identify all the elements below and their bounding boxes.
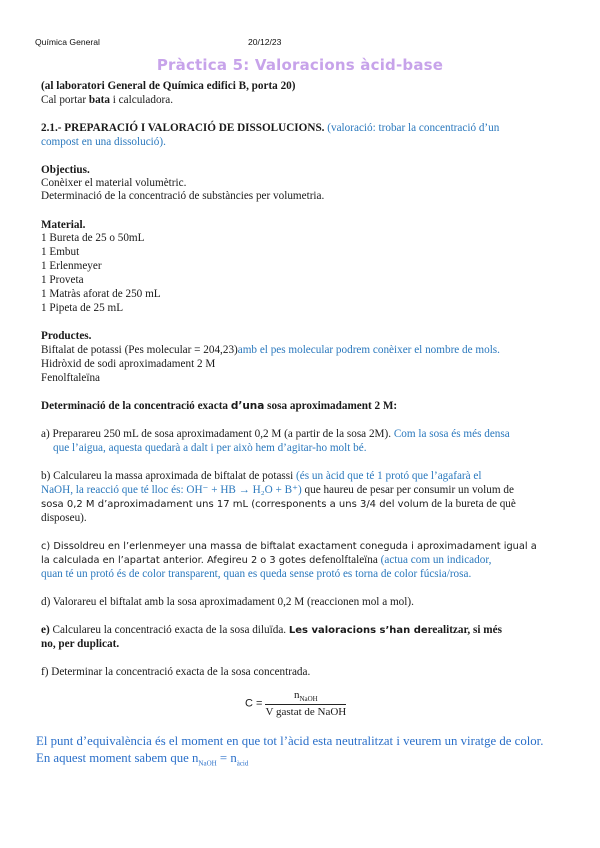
step-e-bold-1: Les valoracions s’han de [288,625,428,636]
conclusion-line-2 [36,750,248,772]
determination-heading-b: d’una [230,400,265,412]
objectives-heading: Objectius. [41,164,90,176]
step-b-reaction: NaOH, la reacció que té lloc és: OH⁻ + HB → H₂O + B⁺) [41,484,302,496]
step-e-letter: e) [41,624,50,636]
header-course: Química General [35,37,100,47]
intro-bring-bold: bata [88,94,110,106]
conclusion-text-2b: = n [216,751,237,765]
determination-heading [41,400,397,413]
step-b-text-2: que haureu de pesar per consumir un volum de [301,484,514,496]
formula-num-sub: NaOH [299,695,318,704]
step-b-note-3: (corresponents a uns 3/4 del volum [248,499,429,510]
step-b-note: (és un àcid que té 1 protó que l’agafarà el [293,470,482,482]
step-e-bold-2: realitzar, si més [427,624,502,636]
material-item: 1 Embut [41,246,80,258]
conclusion-text-1b: esta neutralitzat i veurem un viratge de color. [309,734,544,748]
formula-lhs: C = [245,697,266,710]
formula-num-n: n [293,689,300,701]
intro-bring [41,94,173,107]
product-item-text: Biftalat de potassi (Pes molecular = 204,23) [41,344,238,356]
product-item [41,344,500,357]
intro-location: (al laboratori General de Química edifici B, porta 20) [41,80,296,92]
step-b-text-3: sosa 0,2 M d’aproximadament uns 17 mL [41,499,249,510]
objective-item: Determinació de la concentració de substàncies per volumetria. [41,190,325,202]
intro-bring-pre: Cal portar [41,94,89,106]
step-c-line-3: quan té un protó és de color transparent, quan es queda sense protó es torna de color fúcsia/rosa. [41,568,472,580]
step-e-text: Calculareu la concentració exacta de la sosa diluïda. [49,624,289,636]
step-c-note-2: (actua com un indicador, [377,554,492,566]
conclusion-sub-naoh: NaOH [198,759,217,768]
step-b-line-4: disposeu). [41,512,87,524]
step-b-text: b) Calculareu la massa aproximada de biftalat de potassi [41,470,294,482]
formula-denominator: V gastat de NaOH [265,706,347,719]
product-item: Hidròxid de sodi aproximadament 2 M [41,358,216,370]
step-c-text-2b: fenolftaleïna [321,554,378,566]
section-title: 2.1.- PREPARACIÓ I VALORACIÓ DE DISSOLUCIONS. [41,122,325,134]
step-e-line-1 [41,624,502,637]
page-title: Pràctica 5: Valoracions àcid-base [156,56,444,74]
step-a-line-1 [41,428,510,441]
material-heading: Material. [41,219,86,231]
step-e-line-2: no, per duplicat. [41,638,120,650]
header-date: 20/12/23 [248,37,282,47]
step-a-text: a) Preparareu 250 mL de sosa aproximadament 0,2 M (a partir de la sosa 2M). [41,428,392,440]
step-b-text-3-end: de la bureta de què [428,498,516,510]
step-a-line-2: que l’aigua, aquesta quedarà a dalt i per això hem d’agitar-ho molt bé. [53,442,367,454]
section-heading [41,122,499,135]
concentration-formula [245,689,346,718]
formula-fraction [265,689,346,718]
material-item: 1 Erlenmeyer [41,260,102,272]
step-f: f) Determinar la concentració exacta de la sosa concentrada. [41,666,311,678]
objective-item: Conèixer el material volumètric. [41,177,187,189]
material-item: 1 Proveta [41,274,84,286]
product-item-note: amb el pes molecular podrem conèixer el nombre de mols. [237,344,500,356]
conclusion-text-1a: El punt d’equivalència és el moment en que tot l’àcid [36,734,310,748]
intro-bring-post: i calculadora. [109,94,174,106]
determination-heading-c: sosa aproximadament 2 M: [264,400,398,412]
conclusion-line-1 [36,733,543,749]
step-b-line-1 [41,470,482,483]
material-item: 1 Pipeta de 25 mL [41,302,124,314]
conclusion-sub-acid: àcid [236,759,249,768]
product-item: Fenolftaleïna [41,372,101,384]
step-c-line-2 [41,554,491,567]
material-item: 1 Matràs aforat de 250 mL [41,288,161,300]
material-item: 1 Bureta de 25 o 50mL [41,232,145,244]
step-c-text-2: la calculada en l’apartat anterior. Afegireu 2 o 3 gotes de [41,555,322,566]
determination-heading-a: Determinació de la concentració exacta [41,400,231,412]
step-c-line-1: c) Dissoldreu en l’erlenmeyer una massa de biftalat exactament coneguda i aproximadament igual a [41,541,537,552]
step-b-line-2 [41,484,514,497]
conclusion-text-2a: En aquest moment sabem que n [36,751,199,765]
products-heading: Productes. [41,330,92,342]
section-note-2: compost en una dissolució). [41,136,166,148]
step-d: d) Valorareu el biftalat amb la sosa aproximadament 0,2 M (reaccionen mol a mol). [41,596,414,608]
section-note-1: (valoració: trobar la concentració d’un [324,122,500,134]
step-a-note: Com la sosa és més densa [391,428,510,440]
step-b-line-3 [41,498,516,511]
formula-numerator [265,689,346,705]
